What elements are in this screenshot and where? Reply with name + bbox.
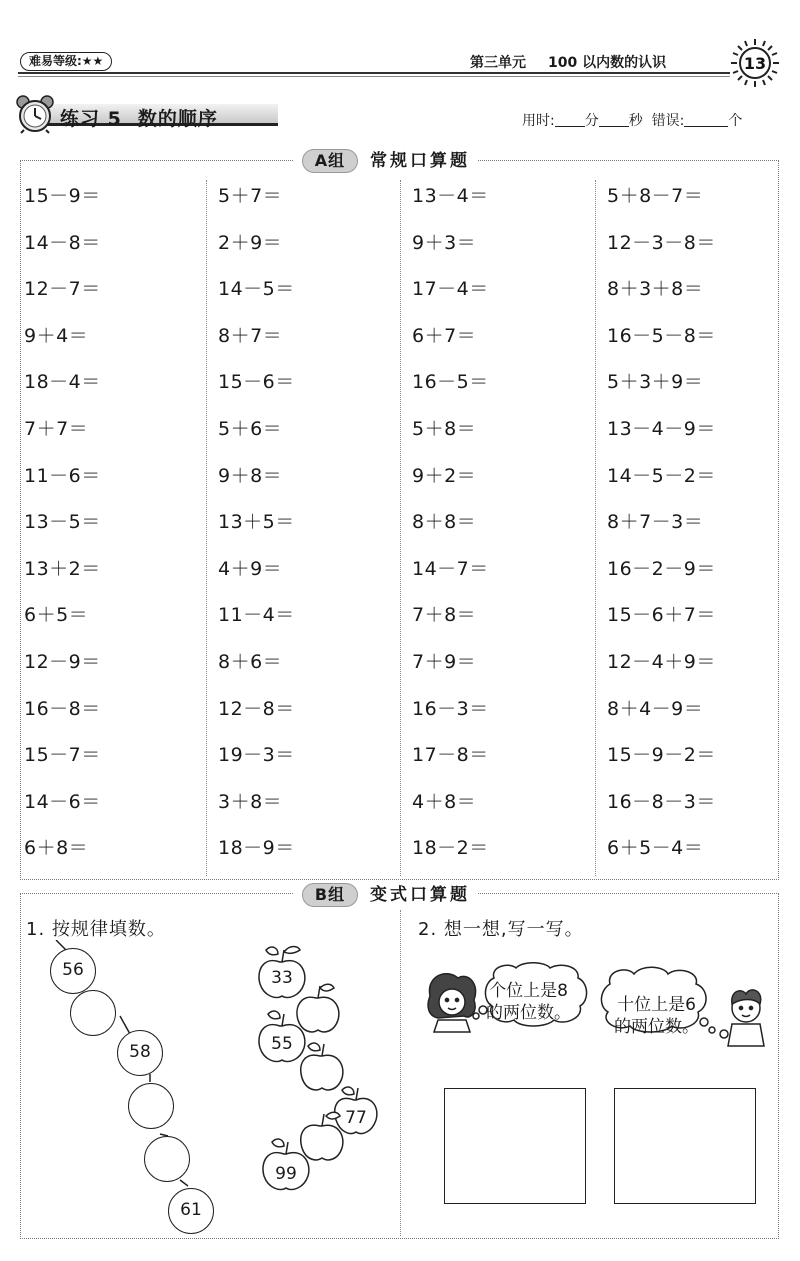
column-divider: [206, 180, 207, 876]
arithmetic-problem: 9＋2＝: [412, 465, 477, 487]
arithmetic-problem: 5＋8－7＝: [607, 185, 704, 207]
bubble-left-text: 个位上是8 的两位数。: [486, 981, 571, 1023]
arithmetic-problem: 15－9＝: [24, 185, 101, 207]
group-b-badge: B组: [302, 883, 358, 907]
arithmetic-problem: 4＋9＝: [218, 558, 283, 580]
arithmetic-problem: 14－7＝: [412, 558, 489, 580]
column-divider: [400, 910, 401, 1236]
apple-number: 33: [271, 968, 293, 988]
arithmetic-problem: 13－4＝: [412, 185, 489, 207]
arithmetic-problem: 6＋5－4＝: [607, 837, 704, 859]
arithmetic-problem: 4＋8＝: [412, 791, 477, 813]
answer-box-ones-8[interactable]: [444, 1088, 586, 1204]
page-number: 13: [743, 54, 767, 73]
arithmetic-problem: 7＋9＝: [412, 651, 477, 673]
header-rule: [18, 72, 730, 74]
errors-blank: [684, 113, 728, 127]
header-rule-thin: [18, 76, 730, 77]
lesson-label: 练习 5: [60, 108, 122, 130]
arithmetic-problem: 16－2－9＝: [607, 558, 716, 580]
arithmetic-problem: 7＋7＝: [24, 418, 89, 440]
apple-number: 77: [345, 1108, 367, 1128]
thought-bubbles-art: [424, 960, 774, 1052]
minutes-blank: [555, 113, 585, 127]
timer-line: [522, 110, 742, 130]
arithmetic-problem: 5＋3＋9＝: [607, 371, 704, 393]
arithmetic-problem: 16－3＝: [412, 698, 489, 720]
chain-circle: 56: [50, 948, 96, 994]
arithmetic-problem: 5＋8＝: [412, 418, 477, 440]
arithmetic-problem: 2＋9＝: [218, 232, 283, 254]
arithmetic-problem: 9＋4＝: [24, 325, 89, 347]
arithmetic-problem: 15－6＝: [218, 371, 295, 393]
page-number-badge: [730, 38, 780, 88]
arithmetic-problem: 16－8＝: [24, 698, 101, 720]
arithmetic-problem: 11－6＝: [24, 465, 101, 487]
lesson-topic: 数的顺序: [137, 108, 218, 130]
arithmetic-problem: 9＋3＝: [412, 232, 477, 254]
apple-number: 55: [271, 1034, 293, 1054]
unit-topic: 100 以内数的认识: [548, 55, 667, 71]
arithmetic-problem: 8＋3＋8＝: [607, 278, 704, 300]
section-b-heading: [294, 880, 478, 907]
arithmetic-problem: 16－5－8＝: [607, 325, 716, 347]
minutes-unit: 分: [584, 113, 599, 129]
arithmetic-problem: 18－9＝: [218, 837, 295, 859]
arithmetic-problem: 19－3＝: [218, 744, 295, 766]
arithmetic-problem: 8＋7＝: [218, 325, 283, 347]
arithmetic-problem: 14－5＝: [218, 278, 295, 300]
arithmetic-problem: 9＋8＝: [218, 465, 283, 487]
section-a-title: 常规口算题: [370, 151, 470, 171]
arithmetic-problem: 15－9－2＝: [607, 744, 716, 766]
chain-circle-blank[interactable]: [128, 1083, 174, 1129]
arithmetic-problem: 14－5－2＝: [607, 465, 716, 487]
arithmetic-problem: 18－4＝: [24, 371, 101, 393]
arithmetic-problem: 14－6＝: [24, 791, 101, 813]
chain-circle-blank[interactable]: [70, 990, 116, 1036]
chain-circle: 61: [168, 1188, 214, 1234]
arithmetic-problem: 6＋7＝: [412, 325, 477, 347]
arithmetic-problem: 18－2＝: [412, 837, 489, 859]
arithmetic-problem: 5＋7＝: [218, 185, 283, 207]
difficulty-badge: 难易等级:★★: [20, 52, 112, 71]
arithmetic-problem: 3＋8＝: [218, 791, 283, 813]
group-a-badge: A组: [302, 149, 358, 173]
arithmetic-problem: 13＋5＝: [218, 511, 295, 533]
arithmetic-problem: 15－6＋7＝: [607, 604, 716, 626]
answer-box-tens-6[interactable]: [614, 1088, 756, 1204]
arithmetic-problem: 14－8＝: [24, 232, 101, 254]
errors-label: 错误:: [651, 113, 685, 129]
column-divider: [400, 180, 401, 876]
section-a-heading: [294, 146, 478, 173]
arithmetic-problem: 12－7＝: [24, 278, 101, 300]
apple-number: 99: [275, 1164, 297, 1184]
arithmetic-problem: 12－4＋9＝: [607, 651, 716, 673]
arithmetic-problem: 5＋6＝: [218, 418, 283, 440]
arithmetic-problem: 12－3－8＝: [607, 232, 716, 254]
alarm-clock-icon: [14, 94, 56, 134]
question-2-prompt: 2. 想一想,写一写。: [418, 919, 584, 940]
chain-circle-blank[interactable]: [144, 1136, 190, 1182]
arithmetic-problem: 13－4－9＝: [607, 418, 716, 440]
arithmetic-problem: 8＋4－9＝: [607, 698, 704, 720]
seconds-blank: [599, 113, 629, 127]
arithmetic-problem: 8＋7－3＝: [607, 511, 704, 533]
question-1-prompt: 1. 按规律填数。: [26, 919, 166, 940]
bubble-right-text: 十位上是6 的两位数。: [614, 995, 699, 1037]
arithmetic-problem: 12－8＝: [218, 698, 295, 720]
lesson-title: [60, 104, 218, 131]
arithmetic-problem: 6＋5＝: [24, 604, 89, 626]
arithmetic-problem: 13＋2＝: [24, 558, 101, 580]
arithmetic-problem: 15－7＝: [24, 744, 101, 766]
unit-heading: [470, 52, 666, 72]
arithmetic-problem: 13－5＝: [24, 511, 101, 533]
arithmetic-problem: 17－8＝: [412, 744, 489, 766]
arithmetic-problem: 7＋8＝: [412, 604, 477, 626]
arithmetic-problem: 16－8－3＝: [607, 791, 716, 813]
column-divider: [595, 180, 596, 876]
arithmetic-problem: 17－4＝: [412, 278, 489, 300]
unit-label: 第三单元: [470, 55, 526, 71]
arithmetic-problem: 8＋6＝: [218, 651, 283, 673]
arithmetic-problem: 8＋8＝: [412, 511, 477, 533]
section-b-title: 变式口算题: [370, 885, 470, 905]
arithmetic-problem: 12－9＝: [24, 651, 101, 673]
time-label: 用时:: [522, 113, 555, 129]
arithmetic-problem: 16－5＝: [412, 371, 489, 393]
arithmetic-problem: 11－4＝: [218, 604, 295, 626]
arithmetic-problem: 6＋8＝: [24, 837, 89, 859]
chain-circle: 58: [117, 1030, 163, 1076]
seconds-unit: 秒: [628, 113, 643, 129]
errors-unit: 个: [728, 113, 743, 129]
